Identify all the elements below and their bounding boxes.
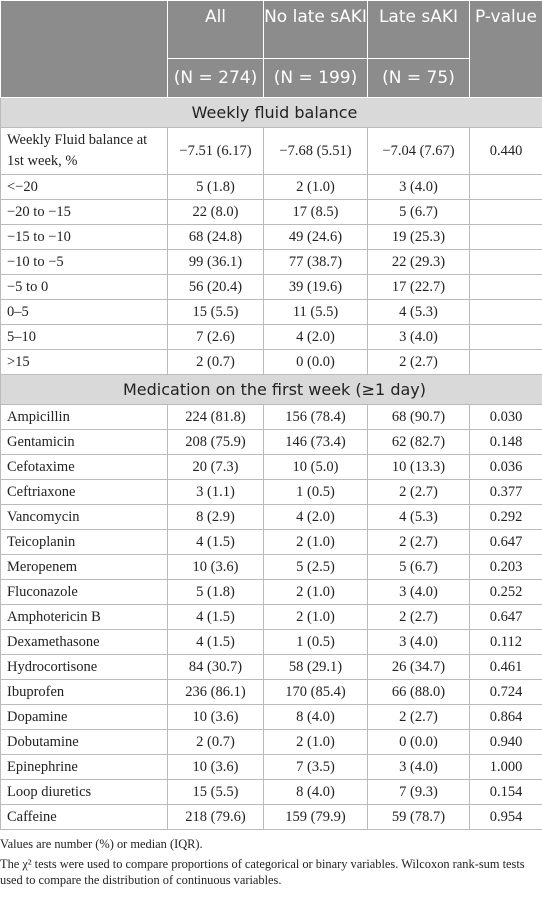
cell-all: 20 (7.3) xyxy=(168,455,264,480)
cell-all: 10 (3.6) xyxy=(168,705,264,730)
row-label: Ampicillin xyxy=(1,405,168,430)
cell-all: 7 (2.6) xyxy=(168,325,264,350)
cell-p-value xyxy=(470,175,542,200)
row-label: >15 xyxy=(1,350,168,375)
row-label: Weekly Fluid balance at 1st week, % xyxy=(1,128,168,175)
cell-late-saki: 10 (13.3) xyxy=(368,455,470,480)
section-header-row xyxy=(1,98,542,128)
table-row xyxy=(1,250,542,275)
table-row xyxy=(1,580,542,605)
cell-p-value: 0.252 xyxy=(470,580,542,605)
row-label: <−20 xyxy=(1,175,168,200)
row-label: 0–5 xyxy=(1,300,168,325)
header-no-late-n: (N = 199) xyxy=(264,59,368,98)
header-late-saki: Late sAKI xyxy=(368,1,470,59)
row-label: −10 to −5 xyxy=(1,250,168,275)
cell-no-late-saki: 170 (85.4) xyxy=(264,680,368,705)
table-row xyxy=(1,455,542,480)
cell-all: 15 (5.5) xyxy=(168,300,264,325)
cell-no-late-saki: 4 (2.0) xyxy=(264,505,368,530)
row-label: −20 to −15 xyxy=(1,200,168,225)
cell-p-value: 0.377 xyxy=(470,480,542,505)
table-row xyxy=(1,530,542,555)
row-label: Dexamethasone xyxy=(1,630,168,655)
cell-no-late-saki: 39 (19.6) xyxy=(264,275,368,300)
row-label: Hydrocortisone xyxy=(1,655,168,680)
row-label: Teicoplanin xyxy=(1,530,168,555)
cell-late-saki: −7.04 (7.67) xyxy=(368,128,470,175)
cell-no-late-saki: 2 (1.0) xyxy=(264,175,368,200)
cell-no-late-saki: 0 (0.0) xyxy=(264,350,368,375)
cell-p-value: 0.112 xyxy=(470,630,542,655)
table-row xyxy=(1,480,542,505)
cell-no-late-saki: 8 (4.0) xyxy=(264,705,368,730)
row-label: Amphotericin B xyxy=(1,605,168,630)
header-late-n: (N = 75) xyxy=(368,59,470,98)
cell-p-value: 0.864 xyxy=(470,705,542,730)
cell-all: 4 (1.5) xyxy=(168,605,264,630)
table-row xyxy=(1,300,542,325)
cell-no-late-saki: −7.68 (5.51) xyxy=(264,128,368,175)
cell-all: 99 (36.1) xyxy=(168,250,264,275)
row-label: Vancomycin xyxy=(1,505,168,530)
cell-late-saki: 22 (29.3) xyxy=(368,250,470,275)
cell-p-value: 0.148 xyxy=(470,430,542,455)
cell-late-saki: 62 (82.7) xyxy=(368,430,470,455)
table-row xyxy=(1,430,542,455)
cell-all: −7.51 (6.17) xyxy=(168,128,264,175)
cell-late-saki: 2 (2.7) xyxy=(368,480,470,505)
cell-no-late-saki: 2 (1.0) xyxy=(264,530,368,555)
row-label: Gentamicin xyxy=(1,430,168,455)
cell-late-saki: 19 (25.3) xyxy=(368,225,470,250)
cell-late-saki: 3 (4.0) xyxy=(368,755,470,780)
row-label: Fluconazole xyxy=(1,580,168,605)
cell-late-saki: 3 (4.0) xyxy=(368,630,470,655)
row-label: Loop diuretics xyxy=(1,780,168,805)
header-empty-cell xyxy=(1,1,168,98)
cell-all: 2 (0.7) xyxy=(168,350,264,375)
table-row xyxy=(1,128,542,175)
table-row xyxy=(1,705,542,730)
p-value-label: P-value xyxy=(475,7,537,27)
cell-p-value xyxy=(470,300,542,325)
cell-no-late-saki: 7 (3.5) xyxy=(264,755,368,780)
row-label: Ceftriaxone xyxy=(1,480,168,505)
cell-all: 22 (8.0) xyxy=(168,200,264,225)
row-label: Dobutamine xyxy=(1,730,168,755)
cell-p-value: 0.954 xyxy=(470,805,542,830)
cell-all: 8 (2.9) xyxy=(168,505,264,530)
cell-late-saki: 4 (5.3) xyxy=(368,300,470,325)
row-label: Ibuprofen xyxy=(1,680,168,705)
cell-late-saki: 59 (78.7) xyxy=(368,805,470,830)
table-row xyxy=(1,325,542,350)
cell-no-late-saki: 1 (0.5) xyxy=(264,630,368,655)
cell-p-value xyxy=(470,325,542,350)
cell-late-saki: 5 (6.7) xyxy=(368,200,470,225)
cell-all: 236 (86.1) xyxy=(168,680,264,705)
cell-late-saki: 26 (34.7) xyxy=(368,655,470,680)
header-p-value xyxy=(470,1,542,98)
row-label: Epinephrine xyxy=(1,755,168,780)
cell-all: 10 (3.6) xyxy=(168,755,264,780)
table-row xyxy=(1,630,542,655)
cell-p-value: 0.724 xyxy=(470,680,542,705)
cell-late-saki: 2 (2.7) xyxy=(368,705,470,730)
cell-all: 84 (30.7) xyxy=(168,655,264,680)
table-row xyxy=(1,605,542,630)
cell-all: 2 (0.7) xyxy=(168,730,264,755)
cell-late-saki: 3 (4.0) xyxy=(368,325,470,350)
cell-no-late-saki: 11 (5.5) xyxy=(264,300,368,325)
row-label: −5 to 0 xyxy=(1,275,168,300)
header-no-late-saki: No late sAKI xyxy=(264,1,368,59)
cell-p-value xyxy=(470,275,542,300)
section-title: Weekly fluid balance xyxy=(1,98,542,128)
cell-no-late-saki: 49 (24.6) xyxy=(264,225,368,250)
cell-all: 10 (3.6) xyxy=(168,555,264,580)
cell-late-saki: 3 (4.0) xyxy=(368,175,470,200)
table-row xyxy=(1,350,542,375)
cell-late-saki: 17 (22.7) xyxy=(368,275,470,300)
cell-all: 224 (81.8) xyxy=(168,405,264,430)
table-row xyxy=(1,680,542,705)
cell-no-late-saki: 2 (1.0) xyxy=(264,730,368,755)
row-label: Caffeine xyxy=(1,805,168,830)
cell-late-saki: 0 (0.0) xyxy=(368,730,470,755)
cell-no-late-saki: 146 (73.4) xyxy=(264,430,368,455)
footnote-tests: The χ² tests were used to compare proportions of categorical or binary variables. Wilcoxon rank-sum tests used to compare the distribution of continuous variables. xyxy=(0,857,525,887)
row-label: Dopamine xyxy=(1,705,168,730)
table-row xyxy=(1,555,542,580)
cell-no-late-saki: 156 (78.4) xyxy=(264,405,368,430)
cell-all: 5 (1.8) xyxy=(168,580,264,605)
cell-p-value: 0.154 xyxy=(470,780,542,805)
cell-p-value: 0.203 xyxy=(470,555,542,580)
cell-no-late-saki: 5 (2.5) xyxy=(264,555,368,580)
cell-late-saki: 2 (2.7) xyxy=(368,605,470,630)
cell-p-value: 0.647 xyxy=(470,605,542,630)
table-row xyxy=(1,225,542,250)
cell-no-late-saki: 58 (29.1) xyxy=(264,655,368,680)
cell-p-value xyxy=(470,350,542,375)
cell-no-late-saki: 2 (1.0) xyxy=(264,580,368,605)
cell-no-late-saki: 8 (4.0) xyxy=(264,780,368,805)
cell-late-saki: 2 (2.7) xyxy=(368,530,470,555)
cell-no-late-saki: 17 (8.5) xyxy=(264,200,368,225)
cell-p-value: 0.292 xyxy=(470,505,542,530)
footnotes xyxy=(0,836,540,890)
cell-p-value xyxy=(470,200,542,225)
cell-late-saki: 68 (90.7) xyxy=(368,405,470,430)
cell-p-value xyxy=(470,250,542,275)
table-row xyxy=(1,805,542,830)
cell-p-value: 1.000 xyxy=(470,755,542,780)
cell-all: 4 (1.5) xyxy=(168,530,264,555)
cell-late-saki: 2 (2.7) xyxy=(368,350,470,375)
cell-all: 56 (20.4) xyxy=(168,275,264,300)
section-title: Medication on the first week (≥1 day) xyxy=(1,375,542,405)
cell-late-saki: 4 (5.3) xyxy=(368,505,470,530)
cell-p-value: 0.940 xyxy=(470,730,542,755)
row-label: −15 to −10 xyxy=(1,225,168,250)
cell-p-value xyxy=(470,225,542,250)
cell-late-saki: 7 (9.3) xyxy=(368,780,470,805)
header-all: All xyxy=(168,1,264,59)
cell-no-late-saki: 159 (79.9) xyxy=(264,805,368,830)
table-body xyxy=(1,98,542,830)
table-row xyxy=(1,655,542,680)
row-label: 5–10 xyxy=(1,325,168,350)
table-row xyxy=(1,200,542,225)
cell-no-late-saki: 1 (0.5) xyxy=(264,480,368,505)
cell-late-saki: 66 (88.0) xyxy=(368,680,470,705)
cell-late-saki: 3 (4.0) xyxy=(368,580,470,605)
cell-p-value: 0.030 xyxy=(470,405,542,430)
table-row xyxy=(1,275,542,300)
table-row xyxy=(1,175,542,200)
cell-all: 15 (5.5) xyxy=(168,780,264,805)
cell-all: 3 (1.1) xyxy=(168,480,264,505)
cell-p-value: 0.461 xyxy=(470,655,542,680)
table-row xyxy=(1,755,542,780)
table-row xyxy=(1,780,542,805)
cell-p-value: 0.440 xyxy=(470,128,542,175)
cell-late-saki: 5 (6.7) xyxy=(368,555,470,580)
cell-all: 4 (1.5) xyxy=(168,630,264,655)
cell-no-late-saki: 4 (2.0) xyxy=(264,325,368,350)
cell-all: 208 (75.9) xyxy=(168,430,264,455)
table-row xyxy=(1,730,542,755)
table-row xyxy=(1,405,542,430)
row-label: Cefotaxime xyxy=(1,455,168,480)
header-all-n: (N = 274) xyxy=(168,59,264,98)
section-header-row xyxy=(1,375,542,405)
cell-no-late-saki: 77 (38.7) xyxy=(264,250,368,275)
footnote-values: Values are number (%) or median (IQR). xyxy=(0,837,203,851)
cell-all: 218 (79.6) xyxy=(168,805,264,830)
cell-no-late-saki: 10 (5.0) xyxy=(264,455,368,480)
table-row xyxy=(1,505,542,530)
cell-no-late-saki: 2 (1.0) xyxy=(264,605,368,630)
row-label: Meropenem xyxy=(1,555,168,580)
cell-all: 68 (24.8) xyxy=(168,225,264,250)
cell-p-value: 0.647 xyxy=(470,530,542,555)
cell-all: 5 (1.8) xyxy=(168,175,264,200)
cell-p-value: 0.036 xyxy=(470,455,542,480)
table-header xyxy=(1,1,542,98)
